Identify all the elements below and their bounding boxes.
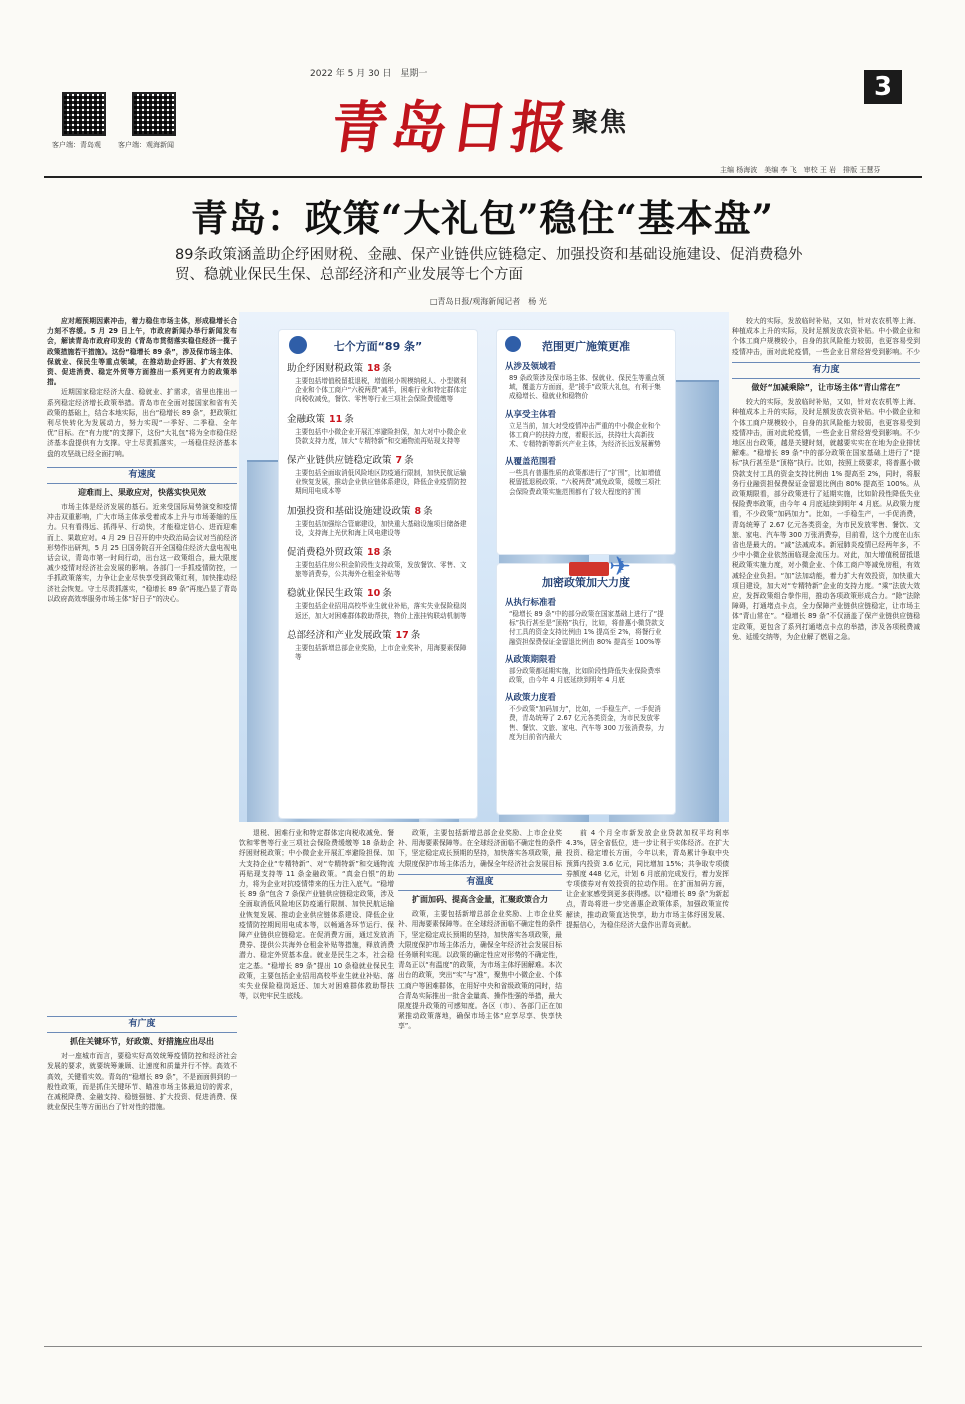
section-banner-speed: 有速度 <box>47 467 237 484</box>
category-description: 主要包括中小微企业开展汇率避险担保，加大对中小微企业贷款支持力度，加大“专精特新”和交通物流再贴现支持等 <box>295 427 467 445</box>
category-unit: 条 <box>382 588 392 600</box>
article-paragraph: 市场主体是经济发展的基石。近来受国际局势演变和疫情冲击双重影响，广大市场主体承受着成本上升与市场萎缩的压力。只有看得远、抓得早、行动快，才能稳定信心、进而迎难而上、果敢应对。4 月 29 日召开的中央政治局会议对当前经济形势作出研判，5 月 25 日国务院召开全国稳住经济大盘电视电话会议，青岛市第一时间行动，出台这一政策组合，最大限度减少疫情对经济社会发展的影响。各部门一手抓疫情防控，一手抓政策落实，力争让企业尽快享受到政策红利，加快推动经济社会恢复。守土尽责抓落实，“稳增长 89 条”再度凸显了青岛以政府高效率服务市场主体“好日子”的决心。 <box>47 503 237 603</box>
editor-credits: 主编 杨海波 美编 李 飞 审校 王 岩 排版 王慧芬 <box>720 166 881 174</box>
category-count: 8 <box>414 505 422 517</box>
policy-category <box>287 503 477 517</box>
qr-code-icon <box>62 92 106 136</box>
section-name: 聚焦 <box>572 108 629 138</box>
aspect-title: 从政策力度看 <box>505 693 557 704</box>
category-description: 主要包括全面取消低风险地区防疫通行限制，加快民航运输业恢复发展，推动企业供应链体系建设，降低企业疫情防控期间用电成本等 <box>295 469 467 496</box>
category-count: 11 <box>329 413 343 425</box>
category-description: 主要包括新增总部企业奖励，上市企业奖补，用海要素保障等 <box>295 643 467 662</box>
section-subtitle: 扩面加码、提高含金量，汇聚政策合力 <box>412 895 548 904</box>
category-name: 促消费稳外贸政策 <box>287 547 364 559</box>
article-column <box>239 828 394 1338</box>
category-description: 主要包括加强综合管廊建设，加快重大基础设施项目储备建设，支持海上光伏和海上风电建设等 <box>295 519 467 537</box>
header-divider <box>44 176 922 178</box>
issue-date: 2022 年 5 月 30 日 星期一 <box>310 69 428 79</box>
panel-title: 范围更广施策更准 <box>542 340 630 353</box>
category-unit: 条 <box>423 505 433 517</box>
article-paragraph: 对一座城市而言，要稳实好高效统筹疫情防控和经济社会发展的要求，就要统筹兼顾、让速度和质量并行不悖。高效不高效，关键看实效。青岛的“稳增长 89 条”，不是面面俱到的一般性政策，而是抓住关键环节、瞄准市场主体最迫切的需求，在减税降费、金融支持、稳链强链、扩大投资、促进消费、保就业保民生等方面出台了针对性的措施。 <box>47 1052 237 1112</box>
category-name: 总部经济和产业发展政策 <box>287 629 392 641</box>
category-name: 加强投资和基础设施建设政策 <box>287 505 411 517</box>
byline: □青岛日报/观海新闻记者 杨 光 <box>430 297 547 306</box>
article-column-right <box>732 316 920 1326</box>
category-unit: 条 <box>404 455 414 467</box>
force-list <box>497 596 675 742</box>
policy-infographic <box>239 312 729 822</box>
aspect-description: “稳增长 89 条”中的部分政策在国家基础上进行了“提标”执行甚至是“顶格”执行，比如，将普惠小微贷款支付工具的资金支持比例由 1% 提高至 2%，将餐行业融资担保费保证金留退比例由 80% 提高至 100%等 <box>509 610 665 646</box>
category-description: 主要包括住房公积金阶段性支持政策，发放餐饮、零售、文旅等消费券，公共海外仓租金补贴等 <box>295 561 467 579</box>
policy-category <box>287 585 477 599</box>
category-count: 10 <box>367 588 381 600</box>
article-column-left-bottom <box>47 1016 237 1336</box>
category-unit: 条 <box>344 413 354 425</box>
force-panel <box>497 564 675 814</box>
newspaper-masthead: 青岛日报 <box>326 95 577 161</box>
category-description: 主要包括增值税留抵退税，增值税小规模纳税人、小型微利企业和个体工商户“六税两费”减半，困难行业和特定群体定向税收减免，餐饮、零售等行业三项社会保险费缓缴等 <box>295 377 467 404</box>
article-paragraph: 较大的实际，发放临时补贴，又如，针对农农机等上海、种植成本上升的实际，及时足额发放农资补贴。中小微企业和个体工商户规模较小，自身的抗风险能力较弱，也更容易受到疫情冲击，面对此轮疫情，一些企业日常经营受到影响。不少地区出台政策，越是关键时刻，就越要实实在在地为企业排忧解难。“稳增长 89 条”中的部分政策在国家基础上进行了“提标”执行甚至是“顶格”执行。比如，按照上级要求，将普惠小微贷款支付工具的资金支持比例由 1% 提高至 2%，同时，将服务行业融资担保费保证金留退比例由 80% 提高至 100%。从政策期限看，部分政策进行了延期实施，比如阶段性降低失业保险费率政策，由今年 4 月底延续到明年 4 月底。从政策力度看，不少政策“加码加力”。比如，一手稳生产，一手促消费，青岛统筹了 2.67 亿元各类资金，为市民发放零售、餐饮、文旅、家电、汽车等 300 万张消费券，目前看，这个力度在山东省也是最大的。“减”法减成本。新冠肺炎疫情已经两年多，不少中小微企业依然面临现金流压力。对此，加大增值税留抵退税政策实施力度，对小微企业、个体工商户等减免房租，有效减轻企业负担。“加”法加动能，着力扩大有效投资，加快重大项目建设，加大对“专精特新”企业的支持力度。“乘”法放大效应，发挥政策组合拳作用，推动各项政策形成合力。“除”法除障碍，打通堵点卡点，全力保障产业链供应链稳定，让市场主体“青山常在”。“稳增长 89 条”不仅涵盖了保产业链供应链稳定政策，更包含了系列打通堵点卡点的举措，涉及各项税费减免、延缓交纳等，为企业解了燃眉之急。 <box>732 398 920 641</box>
policy-category <box>287 360 477 374</box>
category-unit: 条 <box>382 363 392 374</box>
aspect-description: 部分政策都延期实施，比如阶段性降低失业保险费率政策，由今年 4 月底延续到明年 4 月底 <box>509 666 661 685</box>
scope-panel <box>497 330 675 554</box>
section-banner-breadth: 有广度 <box>47 1016 237 1033</box>
section-subtitle: 做好“加减乘除”，让市场主体“青山常在” <box>751 383 901 392</box>
article-intro: 应对超预期因素冲击，着力稳住市场主体，形成稳增长合力刻不容缓。5 月 29 日上午，市政府新闻办举行新闻发布会，解读青岛市政府印发的《青岛市贯彻落实稳住经济一揽子政策措施若干措施》。这份“稳增长 89 条”，涉及保市场主体、保就业、保民生等重点领域，在推动助企纾困、扩大有效投资、促进消费、稳定外贸等方面推出一系列更有力的政策举措。 <box>47 317 237 387</box>
aspect-title: 从涉及领域看 <box>505 362 557 372</box>
aspect-description: 89 条政策涉及保市场主体、保就业、保民生等重点领域，覆盖方方面面，是“援手”政策大礼包，有利于集成稳增长、稳就业和稳物价 <box>509 374 665 401</box>
page-number: 3 <box>864 70 902 104</box>
category-list <box>279 360 477 662</box>
category-count: 7 <box>395 455 403 467</box>
aspect-title: 从政策期限看 <box>505 654 557 665</box>
section-subtitle: 抓住关键环节，好政策、好措施应出尽出 <box>70 1037 214 1046</box>
policy-category <box>287 627 477 641</box>
aspect-title: 从执行标准看 <box>505 598 557 608</box>
building-icon <box>289 336 307 354</box>
article-column <box>566 828 729 1338</box>
scope-list <box>497 360 675 497</box>
seven-aspects-panel <box>279 330 477 818</box>
qr-code-icon <box>132 92 176 136</box>
category-description: 主要包括企业招用高校毕业生就业补贴，落实失业保险稳岗返还，加大对困难群体救助帮扶，物价上涨挂钩联动机制等 <box>295 602 467 620</box>
section-banner-strength: 有力度 <box>732 362 920 379</box>
article-paragraph: 政策，主要包括新增总部企业奖励、上市企业奖补、用海要素保障等。在全球经济面临不确定性的条件下，坚定稳定成长预期的坚持，加快落实各项政策，最大限度保护市场主体活力，确保全年经济社会发展目标任务顺利实现。以政策的确定性应对形势的不确定性，青岛正以“有温度”的政策，为市场主体纾困解难。本次出台的政策，突出“实”与“准”，聚焦中小微企业、个体工商户等困难群体，在用好中央和省级政策的同时，结合青岛实际推出一批含金量高、操作性强的举措，最大限度提升政策的可感知度。各区（市）、各部门正在加紧推动政策落地，确保市场主体“应享尽享、快享快享”。 <box>398 910 562 1031</box>
article-column <box>398 828 562 1338</box>
policy-category <box>287 544 477 558</box>
category-name: 助企纾困财税政策 <box>287 363 364 374</box>
section-banner-temperature: 有温度 <box>398 874 562 891</box>
article-paragraph: 退税、困难行业和特定群体定向税收减免、餐饮和零售等行业三项社会保险费缓缴等 18 条助企纾困财税政策；中小微企业开展汇率避险担保、加大支持企业“专精特新”、对“专精特新”和交通物流再贴现支持等 11 条金融政策。“真金白银”的助力，将为企业对抗疫情带来的压力注入底气。“稳增长 89 条”包含 7 条保产业链供应链稳定政策，涉及全面取消低风险地区防疫通行限制、加快民航运输业恢复发展、推动企业供应链体系建设、降低企业疫情防控期间用电成本等，以畅通各环节运行、保障产业链供应链稳定。在促消费方面，通过发放消费券、提供公共海外仓租金补贴等措施，释放消费潜力、稳定外贸基本盘。就业是民生之本，社会稳定之基。“稳增长 89 条”提出 10 条稳就业保民生政策，主要包括企业招用高校毕业生就业补贴、落实失业保险稳岗返还、加大对困难群体救助帮扶等，以兜牢民生底线。 <box>239 829 394 1001</box>
qr-caption: 客户端：观海新闻 <box>118 141 174 149</box>
article-column-left <box>47 316 237 1016</box>
panel-title: 七个方面“89 条” <box>333 340 423 353</box>
subheadline: 89条政策涵盖助企纾困财税、金融、保产业链供应链稳定、加强投资和基础设施建设、促消费稳外贸、稳就业保民生保、总部经济和产业发展等七个方面 <box>175 247 803 283</box>
document-icon <box>505 336 521 352</box>
article-paragraph: 前 4 个月全市新发放企业贷款加权平均利率 4.3%，居全省低位，进一步让利于实体经济。在扩大投资、稳定增长方面，今年以来，青岛累计争取中央预算内投资 3.6 亿元，同比增加 15%；共争取专项债券额度 448 亿元，计划 6 月底前完成发行，着力发挥专项债券对有效投资的拉动作用。在扩面加码方面，让企业家感受到更多获得感。以“稳增长 89 条”为新起点，青岛将进一步完善惠企政策体系，加强政策宣传解读，推动政策直达快享，助力市场主体纾困发展、提振信心，为稳住经济大盘作出青岛贡献。 <box>566 829 729 929</box>
category-count: 18 <box>367 547 381 559</box>
policy-category <box>287 411 477 425</box>
aspect-title: 从享受主体看 <box>505 409 557 420</box>
aspect-description: 立足当前，加大对受疫情冲击严重的中小微企业和个体工商户的扶持力度，着眼长远，扶持壮大高新技术、专精特新等新兴产业主体，为经济长远发展蓄势 <box>509 421 661 449</box>
article-paragraph: 政策，主要包括新增总部企业奖励、上市企业奖补、用海要素保障等。在全球经济面临不确定性的条件下，坚定稳定成长预期的坚持，加快落实各项政策，最大限度保护市场主体活力，确保全年经济社会发展目标 <box>398 829 562 868</box>
aspect-description: 不少政策“加码加力”，比如，一手稳生产、一手促消费，青岛统筹了 2.67 亿元各类资金，为市民发放零售、餐饮、文旅、家电、汽车等 300 万张消费券，力度为目前省内最大 <box>509 705 665 741</box>
section-subtitle: 迎难而上、果敢应对，快落实快见效 <box>78 487 206 497</box>
category-name: 保产业链供应链稳定政策 <box>287 455 392 467</box>
article-paragraph: 较大的实际，发放临时补贴，又如，针对农农机等上海、种植成本上升的实际，及时足额发放农资补贴。中小微企业和个体工商户规模较小，自身的抗风险能力较弱，也更容易受到疫情冲击，面对此轮疫情，一些企业日常经营受到影响。不少 <box>732 317 920 356</box>
category-count: 18 <box>367 363 381 374</box>
airplane-icon: ✈ <box>609 552 631 582</box>
category-unit: 条 <box>382 547 392 559</box>
headline: 青岛：政策“大礼包”稳住“基本盘” <box>190 196 775 240</box>
page-bottom-rule <box>44 1346 922 1347</box>
panel-title: 加密政策加大力度 <box>542 576 630 589</box>
qr-caption: 客户端：青岛观 <box>52 141 101 149</box>
category-unit: 条 <box>410 629 421 641</box>
category-name: 金融政策 <box>287 413 326 425</box>
category-count: 17 <box>395 629 409 641</box>
policy-category <box>287 452 477 466</box>
aspect-title: 从覆盖范围看 <box>505 457 557 468</box>
truck-icon <box>569 562 609 576</box>
category-name: 稳就业保民生政策 <box>287 588 364 600</box>
article-paragraph: 近期国家稳定经济大盘、稳就业、扩需求，省里也推出一系列稳定经济增长政策举措。青岛市在全面对接国家和省有关政策的基础上，结合本地实际，出台“稳增长 89 条”，把政策红利尽快转化为发展动力，努力实现“一季好、二季稳、全年优”目标。在“有力度”的支撑下，这份“大礼包”将为全市稳住经济基本盘提供有力支撑。守土尽责抓落实，一场稳住经济基本盘的攻坚战已经全面打响。 <box>47 388 237 458</box>
aspect-description: 一些具有普惠性质的政策都进行了“扩围”，比如增值税留抵退税政策、“六税两费”减免政策，缓缴三项社会保险费政策实施范围都有了较大程度的扩围 <box>509 469 661 496</box>
